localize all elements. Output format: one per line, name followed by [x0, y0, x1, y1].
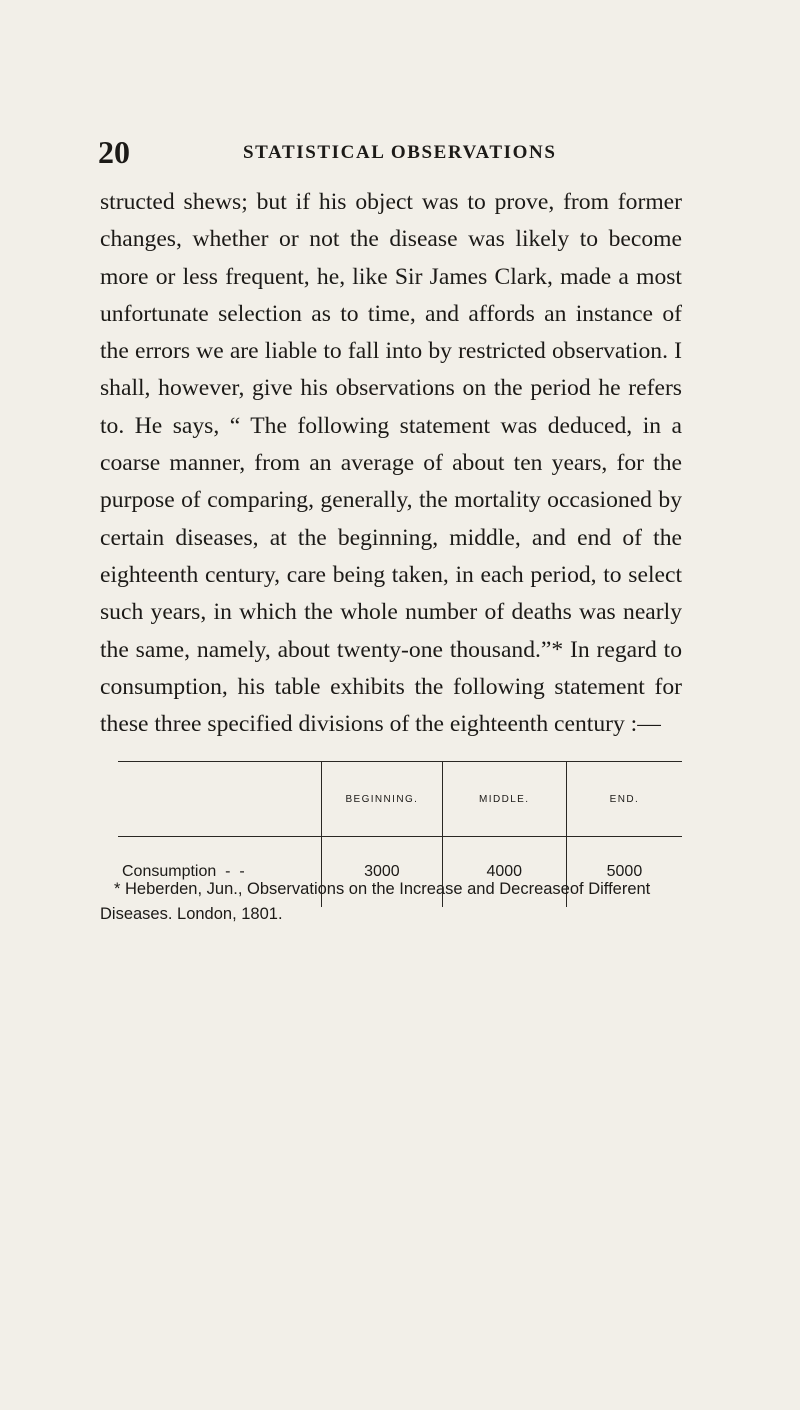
- table-header-blank: [118, 762, 322, 837]
- table-header-end: END.: [566, 762, 682, 837]
- cell-middle: 4000: [442, 837, 566, 908]
- page-number: 20: [98, 134, 130, 170]
- cell-beginning: 3000: [322, 837, 442, 908]
- body-paragraph: structed shews; but if his object was to prove, from former changes, whether or not the disease was likely to become more or less frequent, he, like Sir James Clark, made a most unfortunate selection as to time, and affords an instance of the errors we are liable to fall into by restricted observation. I shall, however, give his observations on the period he refers to. He says, “ The following statement was deduced, in a coarse manner, from an average of about ten years, for the purpose of comparing, generally, the mortality occasioned by certain diseases, at the beginning, middle, and end of the eighteenth century, care being taken, in each period, to select such years, in which the whole number of deaths was nearly the same, namely, about twenty-one thousand.”* In regard to consumption, his table exhibits the following statement for these three specified divisions of the eighteenth century :—: [100, 189, 682, 738]
- table-header-middle: MIDDLE.: [442, 762, 566, 837]
- row-label-consumption: Consumption - -: [122, 863, 245, 880]
- page-header: [98, 132, 698, 172]
- table-header-beginning: BEGINNING.: [322, 762, 442, 837]
- footnote: * Heberden, Jun., Observations on the Increase and Decreaseof Different Diseases. London, 1801.: [100, 880, 651, 923]
- cell-end: 5000: [566, 837, 682, 908]
- table-header-row: [118, 762, 682, 837]
- running-head: STATISTICAL OBSERVATIONS: [243, 142, 557, 163]
